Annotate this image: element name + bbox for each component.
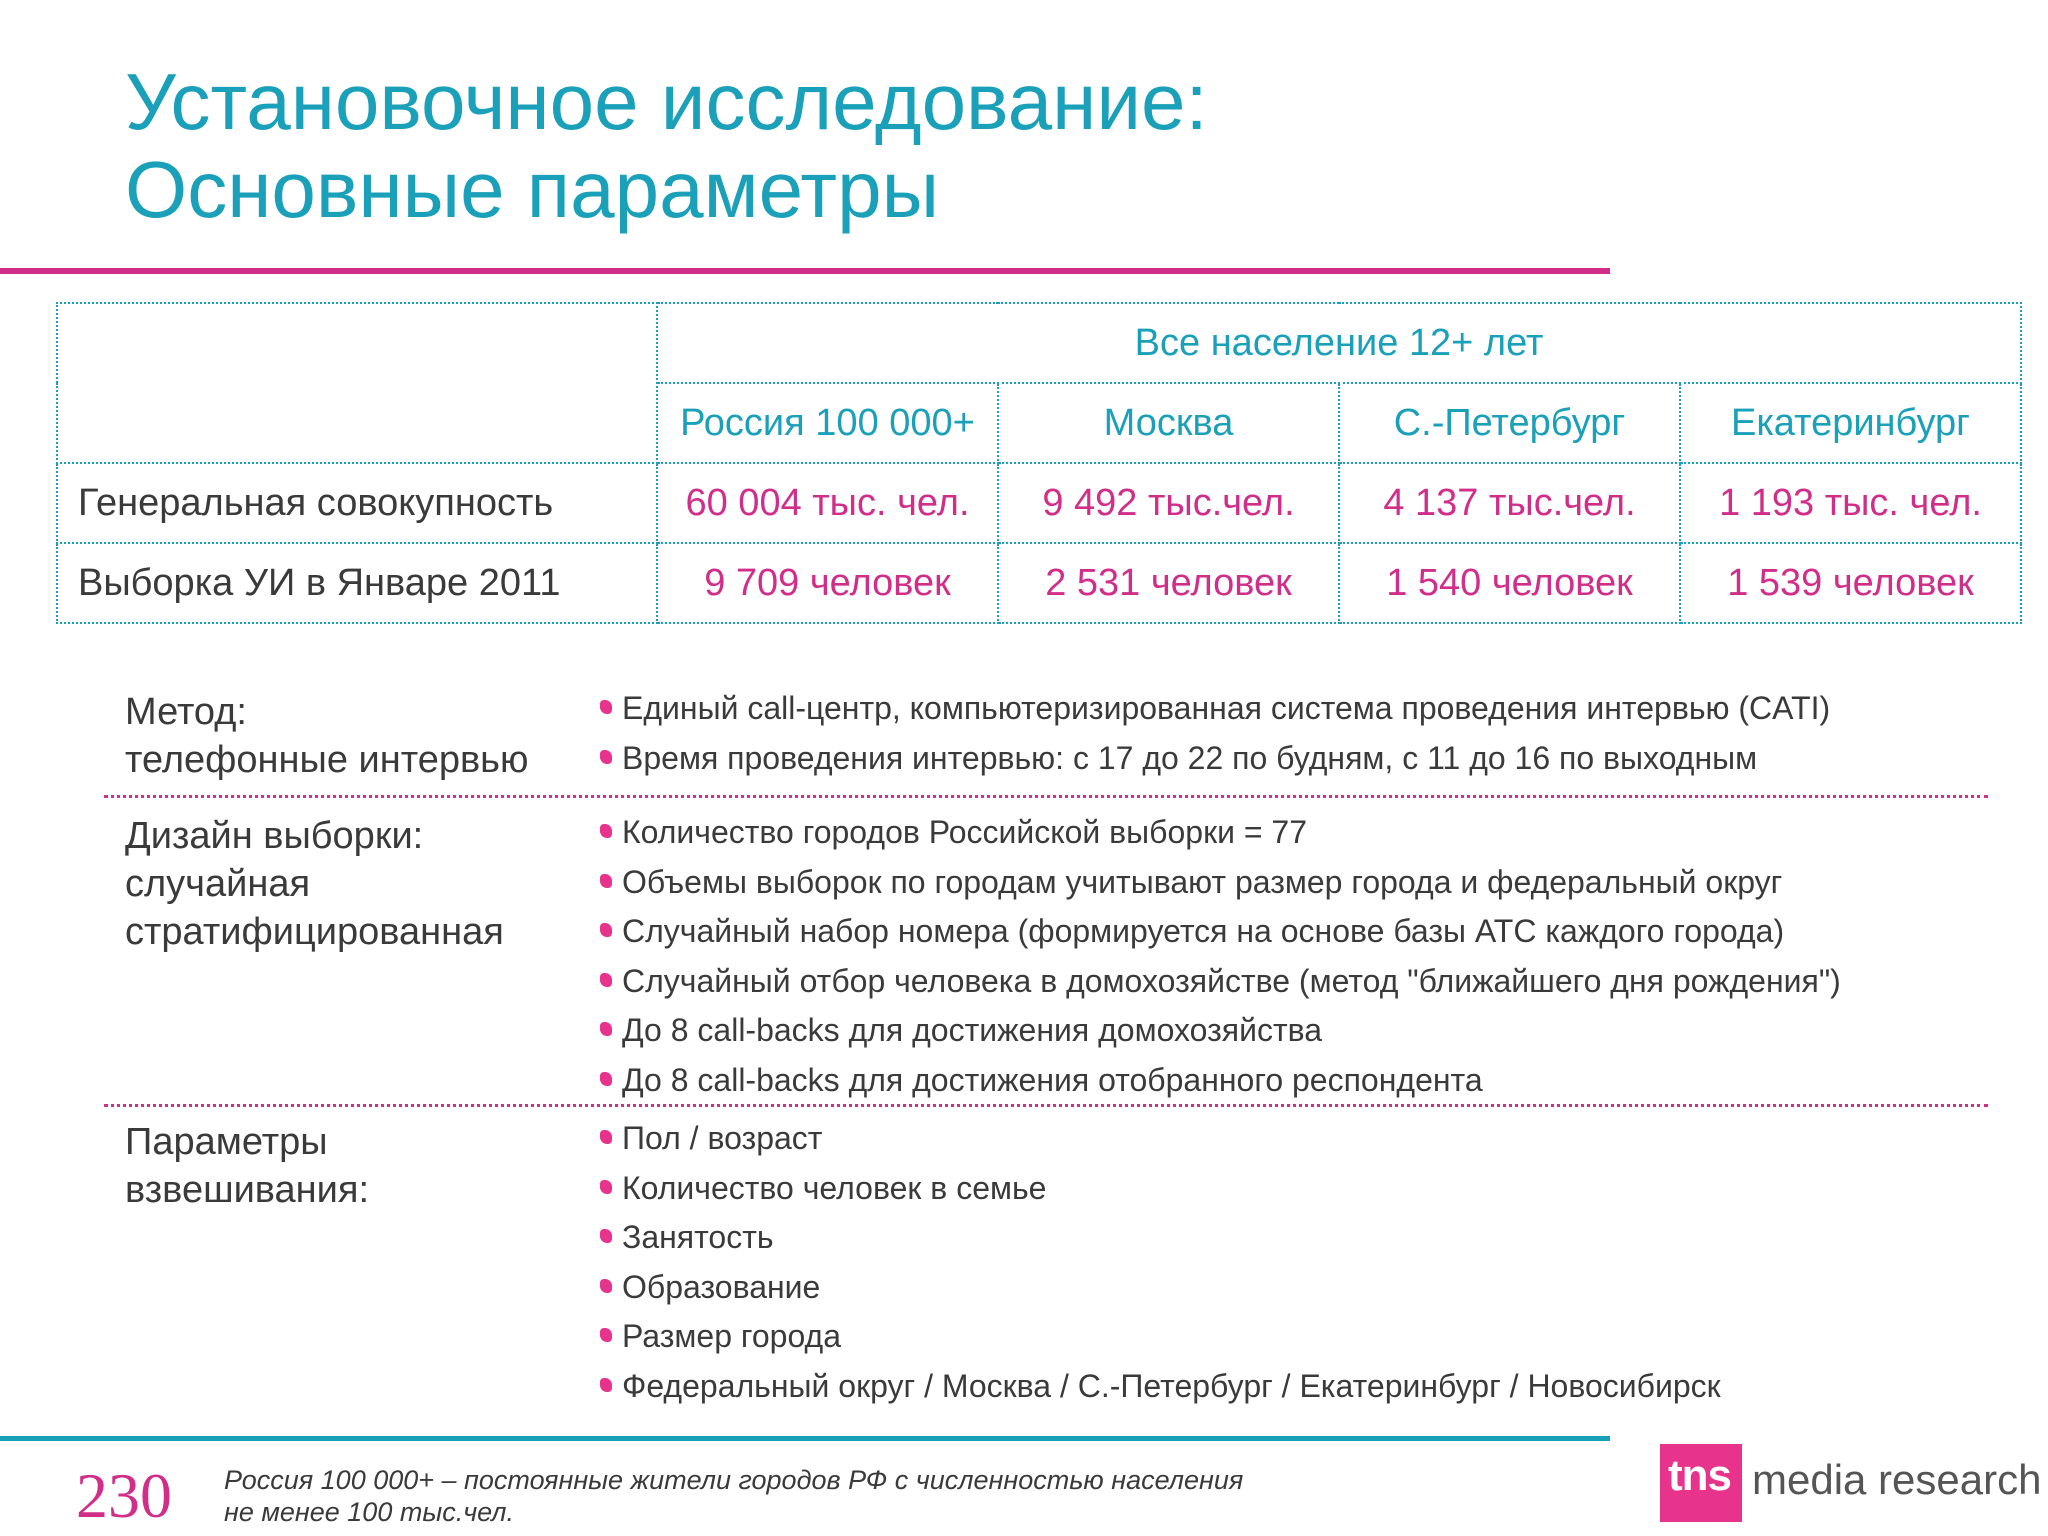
row-label: Генеральная совокупность xyxy=(57,463,657,543)
table-cell: 1 539 человек xyxy=(1680,543,2021,623)
footer-divider xyxy=(0,1436,1610,1441)
footnote-line-1: Россия 100 000+ – постоянные жители городов РФ с численностью населения xyxy=(224,1465,1244,1495)
page-title xyxy=(125,58,1625,234)
bullet-icon xyxy=(600,700,612,714)
section-label-line: телефонные интервью xyxy=(125,739,529,781)
tns-logo xyxy=(1660,1438,2042,1520)
section-divider xyxy=(104,1104,1988,1107)
logo-tns-text: tns xyxy=(1668,1451,1731,1500)
section-label-line: стратифицированная xyxy=(125,911,504,953)
bullet-icon xyxy=(600,1229,612,1243)
bullet-icon xyxy=(600,1022,612,1036)
table-header-row xyxy=(57,303,2021,383)
list-item: Образование xyxy=(600,1263,1721,1313)
section-label-line: Параметры xyxy=(125,1121,328,1163)
list-item: Пол / возраст xyxy=(600,1114,1721,1164)
bullet-icon xyxy=(600,1279,612,1293)
list-item: Занятость xyxy=(600,1213,1721,1263)
section-divider xyxy=(104,795,1988,798)
bullet-icon xyxy=(600,874,612,888)
bullet-icon xyxy=(600,923,612,937)
list-item: До 8 call-backs для достижения отобранного респондента xyxy=(600,1056,1841,1106)
page-title-line-2: Основные параметры xyxy=(125,145,940,234)
logo-media-text: media research xyxy=(1752,1456,2042,1503)
table-row xyxy=(57,543,2021,623)
table-corner-cell xyxy=(57,303,657,463)
section-label-line: случайная xyxy=(125,863,311,905)
bullet-icon xyxy=(600,750,612,764)
list-item: Размер города xyxy=(600,1312,1721,1362)
bullet-icon xyxy=(600,1180,612,1194)
bullet-icon xyxy=(600,824,612,838)
bullet-icon xyxy=(600,1130,612,1144)
list-item: Случайный отбор человека в домохозяйстве (метод "ближайшего дня рождения") xyxy=(600,957,1841,1007)
table-cell: 9 709 человек xyxy=(657,543,998,623)
table-cell: 9 492 тыс.чел. xyxy=(998,463,1339,543)
table-row xyxy=(57,463,2021,543)
footnote-line-2: не менее 100 тыс.чел. xyxy=(224,1497,515,1527)
column-header: Екатеринбург xyxy=(1680,383,2021,463)
parameters-table xyxy=(56,302,2022,624)
bullet-list xyxy=(600,808,1841,1105)
table-cell: 1 193 тыс. чел. xyxy=(1680,463,2021,543)
list-item: Время проведения интервью: с 17 до 22 по будням, с 11 до 16 по выходным xyxy=(600,734,1830,784)
row-label: Выборка УИ в Январе 2011 xyxy=(57,543,657,623)
section-label xyxy=(125,1118,369,1214)
table-cell: 60 004 тыс. чел. xyxy=(657,463,998,543)
column-header: Москва xyxy=(998,383,1339,463)
column-header: С.-Петербург xyxy=(1339,383,1680,463)
list-item: Случайный набор номера (формируется на основе базы АТС каждого города) xyxy=(600,907,1841,957)
section-label-line: взвешивания: xyxy=(125,1169,370,1211)
list-item: До 8 call-backs для достижения домохозяйства xyxy=(600,1006,1841,1056)
list-item: Единый call-центр, компьютеризированная система проведения интервью (CATI) xyxy=(600,684,1830,734)
list-item: Количество городов Российской выборки = 77 xyxy=(600,808,1841,858)
footnote xyxy=(224,1464,1243,1528)
section-label xyxy=(125,812,504,956)
list-item: Количество человек в семье xyxy=(600,1164,1721,1214)
bullet-icon xyxy=(600,1328,612,1342)
page-number: 230 xyxy=(76,1460,172,1531)
bullet-list xyxy=(600,1114,1721,1411)
table-cell: 1 540 человек xyxy=(1339,543,1680,623)
bullet-list xyxy=(600,684,1830,783)
list-item: Федеральный округ / Москва / С.-Петербург / Екатеринбург / Новосибирск xyxy=(600,1362,1721,1412)
list-item: Объемы выборок по городам учитывают размер города и федеральный округ xyxy=(600,858,1841,908)
group-header: Все население 12+ лет xyxy=(657,303,2021,383)
column-header: Россия 100 000+ xyxy=(657,383,998,463)
bullet-icon xyxy=(600,973,612,987)
table-cell: 2 531 человек xyxy=(998,543,1339,623)
section-label-line: Дизайн выборки: xyxy=(125,815,424,857)
page-title-line-1: Установочное исследование: xyxy=(125,57,1208,146)
bullet-icon xyxy=(600,1072,612,1086)
table-cell: 4 137 тыс.чел. xyxy=(1339,463,1680,543)
bullet-icon xyxy=(600,1378,612,1392)
section-label xyxy=(125,688,528,784)
title-divider xyxy=(0,268,1610,274)
section-label-line: Метод: xyxy=(125,691,247,733)
